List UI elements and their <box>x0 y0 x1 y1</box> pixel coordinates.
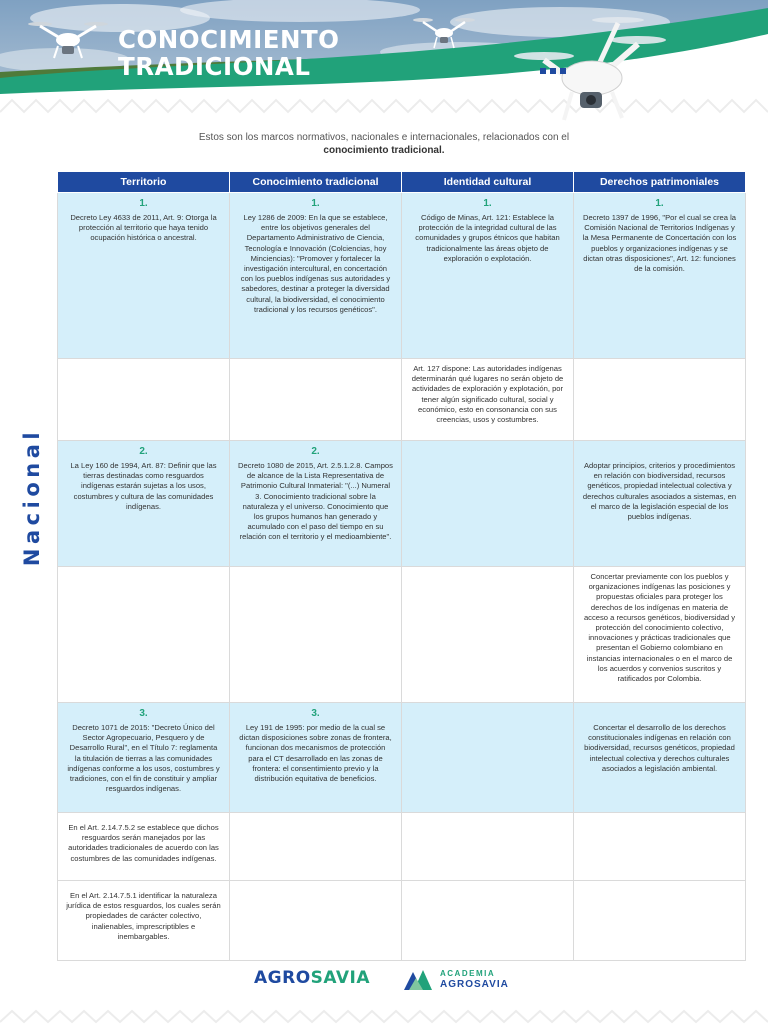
table-cell <box>58 703 230 813</box>
bottom-chevron-pattern <box>0 1008 768 1024</box>
table-cell <box>58 193 230 359</box>
table-cell <box>574 567 746 703</box>
item-number: 2. <box>139 446 148 457</box>
table-row <box>58 441 746 567</box>
academia-agrosavia-logo <box>404 966 524 992</box>
table-cell <box>58 813 230 881</box>
table-cell <box>574 441 746 567</box>
cell-text: La Ley 160 de 1994, Art. 87: Definir que las tierras destinadas como resguardos indígenas estarán sujetas a los usos, costumbres y cultura de las comunidades indígenas. <box>70 461 217 511</box>
col-header-territorio: Territorio <box>58 172 230 193</box>
table-cell <box>230 881 402 961</box>
cell-text: Decreto 1080 de 2015, Art. 2.5.1.2.8. Campos de alcance de la Lista Representativa de Patrimonio Cultural Inmaterial: "(...) Numeral 3. Conocimiento tradicional sobre la naturaleza y el universo. Conocimiento que los grupos humanos han generado y acumulado con el paso del tiempo en su relación con el territorio y el medioambiente". <box>238 461 393 542</box>
table-cell <box>402 441 574 567</box>
table-cell <box>58 441 230 567</box>
cell-text: Decreto 1071 de 2015: "Decreto Único del Sector Agropecuario, Pesquero y de Desarrollo Rural", en el Título 7: reglamenta la titulación de tierras a las comunidades indígenas conforme a los usos, costumbres y tradiciones, con el fin de constituir y ampliar resguardos indígenas. <box>67 723 220 794</box>
item-number: 3. <box>311 708 320 719</box>
table-cell <box>402 193 574 359</box>
intro-text-regular: Estos son los marcos normativos, nacionales e internacionales, relacionados con el <box>198 132 570 143</box>
cell-text: Decreto Ley 4633 de 2011, Art. 9: Otorga la protección al territorio que haya tenido ocupación histórica o ancestral. <box>70 213 217 243</box>
table-cell <box>574 813 746 881</box>
agrosavia-logo <box>254 968 370 988</box>
table-row <box>58 567 746 703</box>
academia-line2: AGROSAVIA <box>440 979 509 990</box>
cell-text: Decreto 1397 de 1996, "Por el cual se crea la Comisión Nacional de Territorios Indígenas y la Mesa Permanente de Concertación con los pueblos y organizaciones indígenas y se dictan otras disposiciones", Art. 12: funciones de la comisión. <box>582 213 737 274</box>
table-cell <box>58 359 230 441</box>
table-cell <box>230 359 402 441</box>
table-cell <box>230 441 402 567</box>
table-cell <box>58 881 230 961</box>
side-label-text: Nacional <box>20 427 45 567</box>
cell-text: Art. 127 dispone: Las autoridades indígenas determinarán qué lugares no serán objeto de actividades de exploración y explotación, por tener algún significado cultural, social y económico, esto en consonancia con sus creencias, usos y costumbres. <box>411 364 564 425</box>
item-number: 1. <box>139 198 148 209</box>
academia-mountain-icon <box>404 966 436 990</box>
drone-middle-icon <box>412 14 476 50</box>
item-number: 2. <box>311 446 320 457</box>
cell-text: Concertar previamente con los pueblos y organizaciones indígenas las posiciones y propuestas oficiales para proteger los derechos de los indígenas en materia de acceso a recursos genéticos, biodiversidad y protección del conocimiento colectivo, innovaciones y prácticas tradicionales que presentan el Gobierno colombiano en instancias internacionales o en el marco de los acuerdos y convenios suscritos y ratificados por Colombia. <box>583 572 736 684</box>
header-banner <box>0 0 768 122</box>
cell-text: Adoptar principios, criterios y procedimientos en relación con biodiversidad, recursos genéticos, propiedad intelectual colectiva y derechos culturales asociados a sistemas, en el marco de la legislación especial de los pueblos indígenas. <box>582 461 737 522</box>
cell-text: Ley 191 de 1995: por medio de la cual se dictan disposiciones sobre zonas de frontera, funcionan dos mecanismos de protección para el CT desarrollado en las zonas de frontera: el consentimiento previo y la distribución equitativa de beneficios. <box>239 723 392 784</box>
legal-framework-table <box>57 171 746 961</box>
side-label <box>16 427 48 567</box>
intro-text-bold: conocimiento tradicional. <box>323 145 445 156</box>
intro-text <box>180 131 588 157</box>
table-cell <box>230 813 402 881</box>
table-cell <box>230 567 402 703</box>
item-number: 1. <box>483 198 492 209</box>
table-row <box>58 813 746 881</box>
col-header-identidad-cultural: Identidad cultural <box>402 172 574 193</box>
cell-text: En el Art. 2.14.7.5.1 identificar la naturaleza jurídica de estos resguardos, los cuales serán propiedades de carácter colectivo, inalienables, imprescriptibles e inembargables. <box>66 891 221 941</box>
table-cell <box>58 567 230 703</box>
cell-text: Código de Minas, Art. 121: Establece la protección de la integridad cultural de las comunidades y grupos étnicos que habitan tradicionalmente las áreas objeto de exploración o explotación. <box>415 213 560 263</box>
table-row <box>58 881 746 961</box>
academia-line1: ACADEMIA <box>440 969 496 978</box>
table-cell <box>574 881 746 961</box>
item-number: 3. <box>139 708 148 719</box>
table-cell <box>402 359 574 441</box>
col-header-conocimiento-tradicional: Conocimiento tradicional <box>230 172 402 193</box>
table-cell <box>574 703 746 813</box>
table-row <box>58 703 746 813</box>
table-cell <box>574 193 746 359</box>
table-cell <box>402 813 574 881</box>
cell-text: En el Art. 2.14.7.5.2 se establece que dichos resguardos serán manejados por las autoridades tradicionales de acuerdo con las costumbres de las comunidades indígenas. <box>68 823 219 863</box>
logo-savia-text: SAVIA <box>310 968 371 988</box>
cell-text: Ley 1286 de 2009: En la que se establece, entre los objetivos generales del Departamento Administrativo de Ciencia, Tecnología e Innovación (Colciencias, hoy Minciencias): "Promover y fortalecer la investigación intercultural, en concertación con los pueblos indígenas sus autoridades y sabedores, destinar a proteger la diversidad cultural, la biodiversidad, el conocimiento tradicional y los recursos genéticos". <box>240 213 391 314</box>
table-cell <box>402 703 574 813</box>
table-header-row <box>58 172 746 193</box>
table-cell <box>402 567 574 703</box>
drone-large-icon <box>500 10 670 122</box>
item-number: 1. <box>655 198 664 209</box>
cell-text: Concertar el desarrollo de los derechos constitucionales indígenas en relación con biodiversidad, recursos genéticos, propiedad intelectual colectiva y derechos culturales asociados a legislación ambiental. <box>584 723 735 773</box>
table-cell <box>230 193 402 359</box>
drone-left-icon <box>26 16 110 60</box>
table-cell <box>574 359 746 441</box>
table-row <box>58 359 746 441</box>
table-cell <box>402 881 574 961</box>
table-row <box>58 193 746 359</box>
item-number: 1. <box>311 198 320 209</box>
table-cell <box>230 703 402 813</box>
page-title: CONOCIMIENTO TRADICIONAL <box>118 25 340 81</box>
col-header-derechos-patrimoniales: Derechos patrimoniales <box>574 172 746 193</box>
logo-agro-text: AGRO <box>254 968 311 988</box>
